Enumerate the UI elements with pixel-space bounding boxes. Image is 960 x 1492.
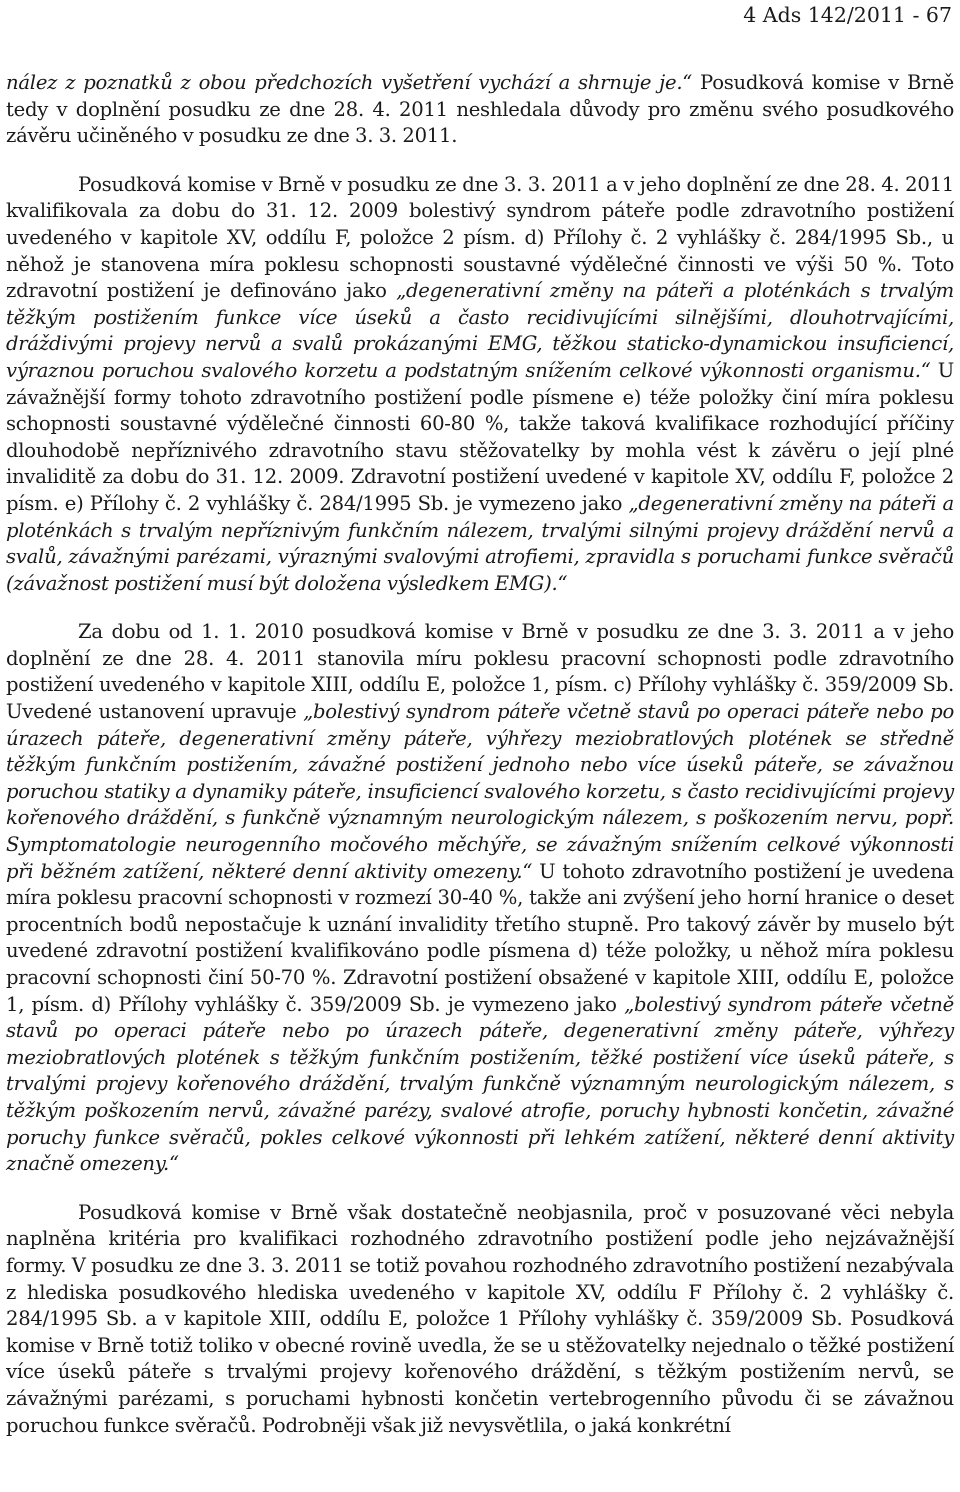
quote-segment: „degenerativní změny na páteři a ploténkách s trvalým těžkým postižením funkce více úseků a často recidivujícími silnějšími, dlouhotrvajícími, dráždivými projevy nervů a svalů prokázanými EMG, těžkou staticko-dynamickou insuficiencí, výraznou poruchou svalového korzetu a podstatným snížením celkové výkonnosti organismu.“ [6,279,954,382]
text-segment: Za dobu od 1. 1. 2010 posudková komise v Brně v posudku ze dne 3. 3. 2011 a v jeho doplnění ze dne 28. 4. 2011 stanovila míru poklesu pracovní schopnosti podle zdravotního postižení uvedeného v kapitole XIII, oddílu E, položce 1, písm. c) Přílohy vyhlášky č. 359/2009 Sb. Uvedené ustanovení upravuje [6,620,954,724]
text-segment: Posudková komise v Brně v posudku ze dne 3. 3. 2011 a v jeho doplnění ze dne 28. 4. 2011 kvalifikovala za dobu do 31. 12. 2009 bolestivý syndrom páteře podle zdravotního postižení uvedeného v kapitole XV, oddílu F, položce 2 písm. d) Přílohy č. 2 vyhlášky č. 284/1995 Sb., u něhož je stanovena míra poklesu schopnosti soustavné výdělečné činnosti ve výši 50 %. Toto zdravotní postižení je definováno jako [6,172,954,303]
paragraph-1 [6,70,954,150]
quote-segment: „degenerativní změny na páteři a ploténkách s trvalým nepříznivým funkčním nálezem, trvalými silnými projevy dráždění nervů a svalů, závažnými parézami, výraznými svalovými atrofiemi, zpravidla s poruchami funkce svěračů (závažnost postižení musí být doložena výsledkem EMG).“ [6,491,954,595]
paragraph-3 [6,619,954,1177]
text-segment: U tohoto zdravotního postižení je uvedena míra poklesu pracovní schopnosti v rozmezí 30-40 %, takže ani zvýšení jeho horní hranice o deset procentních bodů nepostačuje k uznání invalidity třetího stupně. Pro takový závěr by muselo být uvedené zdravotní postižení kvalifikováno podle písmena d) téže položky, u něhož míra poklesu pracovní schopnosti činí 50-70 %. Zdravotní postižení obsažené v kapitole XIII, oddílu E, položce 1, písm. d) Přílohy vyhlášky č. 359/2009 Sb. je vymezeno jako [6,859,954,1016]
quote-segment: „bolestivý syndrom páteře včetně stavů po operaci páteře nebo po úrazech páteře, degenerativní změny páteře, výhřezy meziobratlových plotének s těžkým funkčním postižením, těžké postižení více úseků páteře, s trvalými projevy kořenového dráždění, trvalým funkčně významným neurologickým nálezem, s těžkým poškozením nervů, závažné parézy, svalové atrofie, poruchy hybnosti končetin, závažné poruchy funkce svěračů, pokles celkové výkonnosti při lehkém zatížení, některé denní aktivity značně omezeny.“ [6,992,954,1176]
text-segment: U závažnější formy tohoto zdravotního postižení podle písmene e) téže položky činí míra poklesu schopnosti soustavné výdělečné činnosti 60-80 %, takže taková kvalifikace rozhodující příčiny dlouhodobě nepříznivého zdravotního stavu stěžovatelky by mohla vést k závěru o její plné invaliditě za dobu do 31. 12. 2009. Zdravotní postižení uvedené v kapitole XV, oddílu F, položce 2 písm. e) Přílohy č. 2 vyhlášky č. 284/1995 Sb. je vymezeno jako [6,358,954,515]
paragraph-4 [6,1200,954,1439]
text-segment: Posudková komise v Brně však dostatečně neobjasnila, proč v posuzované věci nebyla naplněna kritéria pro kvalifikaci rozhodného zdravotního postižení podle jeho nejzávažnější formy. V posudku ze dne 3. 3. 2011 se totiž povahou rozhodného zdravotního postižení nezabývala z hlediska posudkového hlediska uvedeného v kapitole XV, oddílu F Přílohy č. 2 vyhlášky č. 284/1995 Sb. a v kapitole XIII, oddílu E, položce 1 Přílohy vyhlášky č. 359/2009 Sb. Posudková komise v Brně totiž toliko v obecné rovině uvedla, že se u stěžovatelky nejednalo o těžké postižení více úseků páteře s trvalými projevy kořenového dráždění, s těžkým postižením nervů, se závažnými parézami, s poruchami hybnosti končetin vertebrogenního původu či se závažnou poruchou funkce svěračů. Podrobněji však již nevysvětlila, o jaká konkrétní [6,1200,954,1437]
quote-segment: nález z poznatků z obou předchozích vyšetření vychází a shrnuje je.“ [6,71,693,94]
quote-segment: „bolestivý syndrom páteře včetně stavů po operaci páteře nebo po úrazech páteře, degenerativní změny páteře, výhřezy meziobratlových plotének se středně těžkým funkčním postižením, závažné postižení jednoho nebo více úseků páteře, se závažnou poruchou statiky a dynamiky páteře, insuficiencí svalového korzetu, s často recidivujícími projevy kořenového dráždění, s funkčně významným neurologickým nálezem, s poškozením nervu, popř. Symptomatologie neurogenního močového měchýře, se závažným snížením celkové výkonnosti při běžném zatížení, některé denní aktivity omezeny.“ [6,700,955,883]
text-segment: Posudková komise v Brně tedy v doplnění posudku ze dne 28. 4. 2011 neshledala důvody pro změnu svého posudkového závěru učiněného v posudku ze dne 3. 3. 2011. [6,71,955,148]
page-header: 4 Ads 142/2011 - 67 [743,3,952,27]
paragraph-2 [6,172,954,598]
